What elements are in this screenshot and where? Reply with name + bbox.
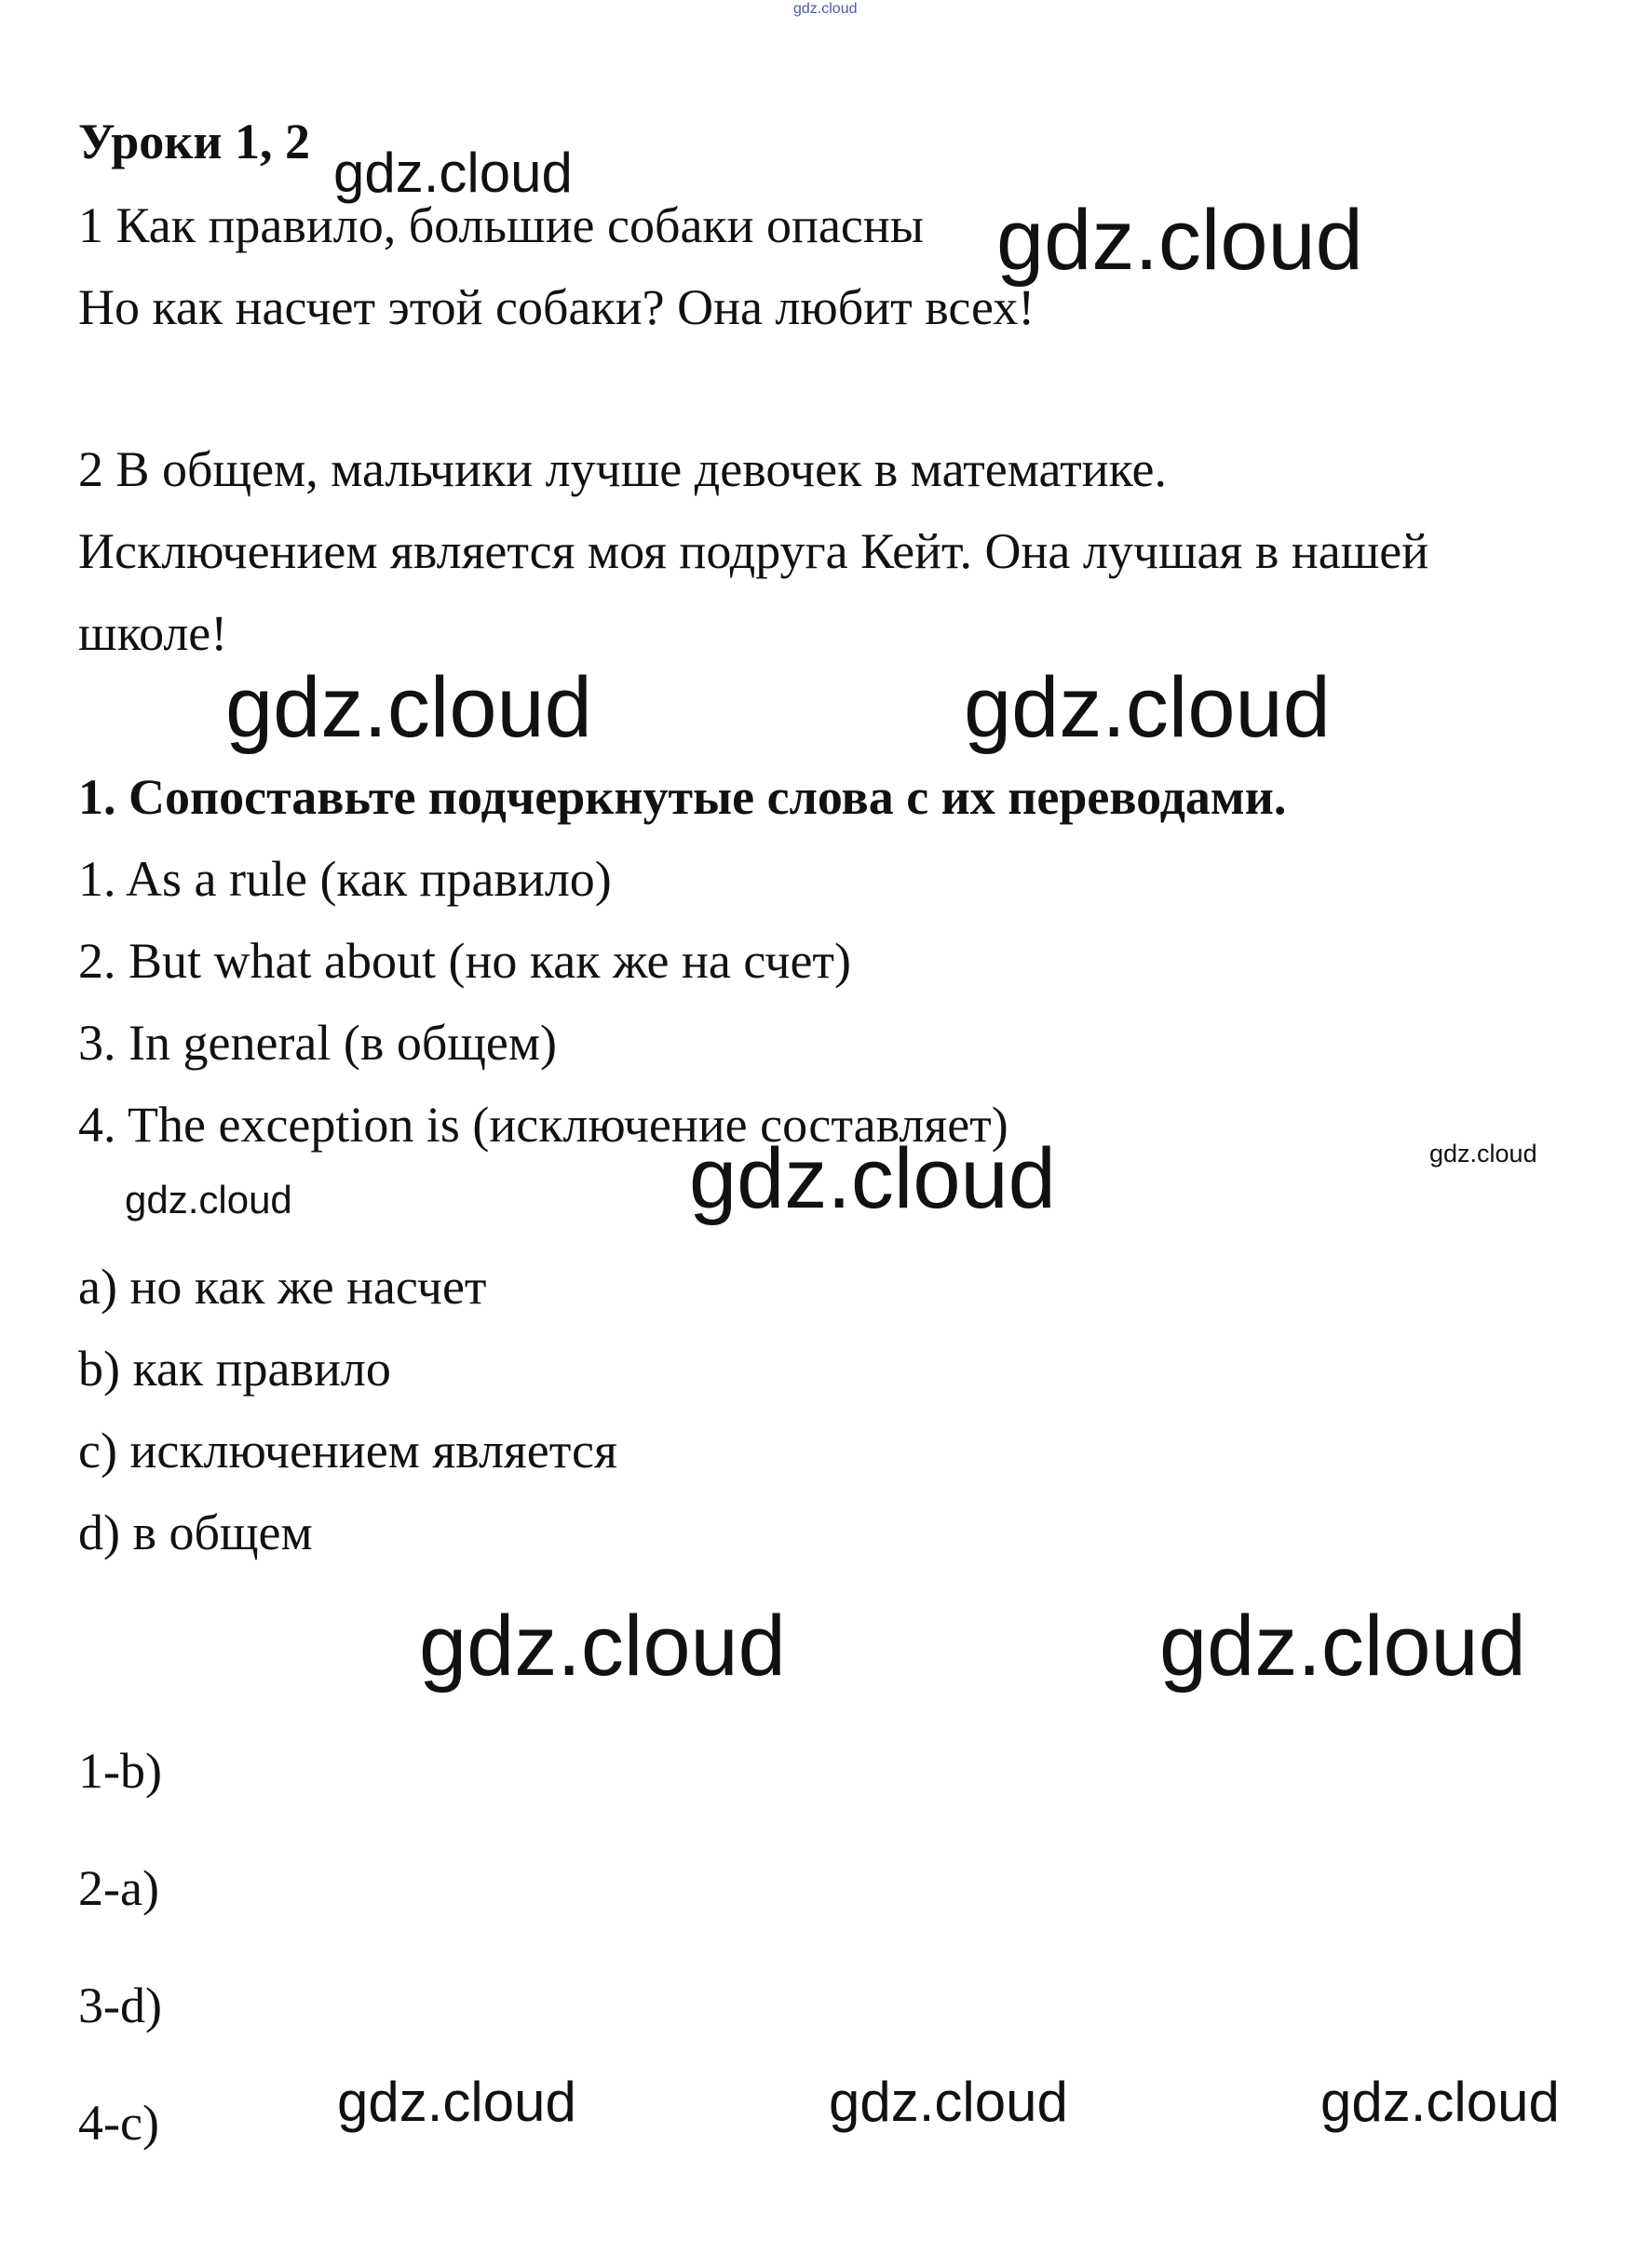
option-c: c) исключением является [78, 1423, 617, 1478]
watermark: gdz.cloud [964, 660, 1331, 755]
task-heading: 1. Сопоставьте подчеркнутые слова с их переводами. [78, 769, 1287, 825]
phrase-4: 4. The exception is (исключение составляет) [78, 1097, 1008, 1153]
watermark: gdz.cloud [125, 1178, 292, 1222]
phrase-2: 2. But what about (но как же на счет) [78, 933, 851, 989]
phrase-1: 1. As a rule (как правило) [78, 851, 612, 907]
watermark: gdz.cloud [1320, 2071, 1560, 2133]
intro-line-3: 2 В общем, мальчики лучше девочек в математике. [78, 441, 1167, 497]
option-a: а) но как же насчет [78, 1259, 487, 1315]
answer-2: 2-a) [78, 1860, 159, 1916]
watermark: gdz.cloud [225, 660, 592, 755]
option-b: b) как правило [78, 1341, 391, 1397]
watermark: gdz.cloud [1159, 1599, 1526, 1694]
intro-line-2: Но как насчет этой собаки? Она любит всех! [78, 279, 1035, 335]
watermark: gdz.cloud [689, 1131, 1056, 1226]
watermark: gdz.cloud [996, 193, 1363, 288]
answer-1: 1-b) [78, 1743, 162, 1799]
watermark: gdz.cloud [337, 2071, 576, 2133]
intro-line-5: школе! [78, 605, 228, 661]
phrase-3: 3. In general (в общем) [78, 1015, 558, 1071]
watermark: gdz.cloud [419, 1599, 786, 1694]
option-d: d) в общем [78, 1505, 313, 1560]
intro-line-4: Исключением является моя подруга Кейт. Она лучшая в нашей [78, 523, 1429, 579]
answer-4: 4-c) [78, 2095, 159, 2151]
watermark: gdz.cloud [333, 142, 573, 204]
page-title: Уроки 1, 2 [78, 114, 310, 169]
watermark: gdz.cloud [1429, 1140, 1537, 1168]
watermark-top: gdz.cloud [793, 1, 858, 17]
intro-line-1: 1 Как правило, большие собаки опасны [78, 197, 925, 253]
answer-3: 3-d) [78, 1978, 162, 2033]
watermark: gdz.cloud [829, 2071, 1068, 2133]
